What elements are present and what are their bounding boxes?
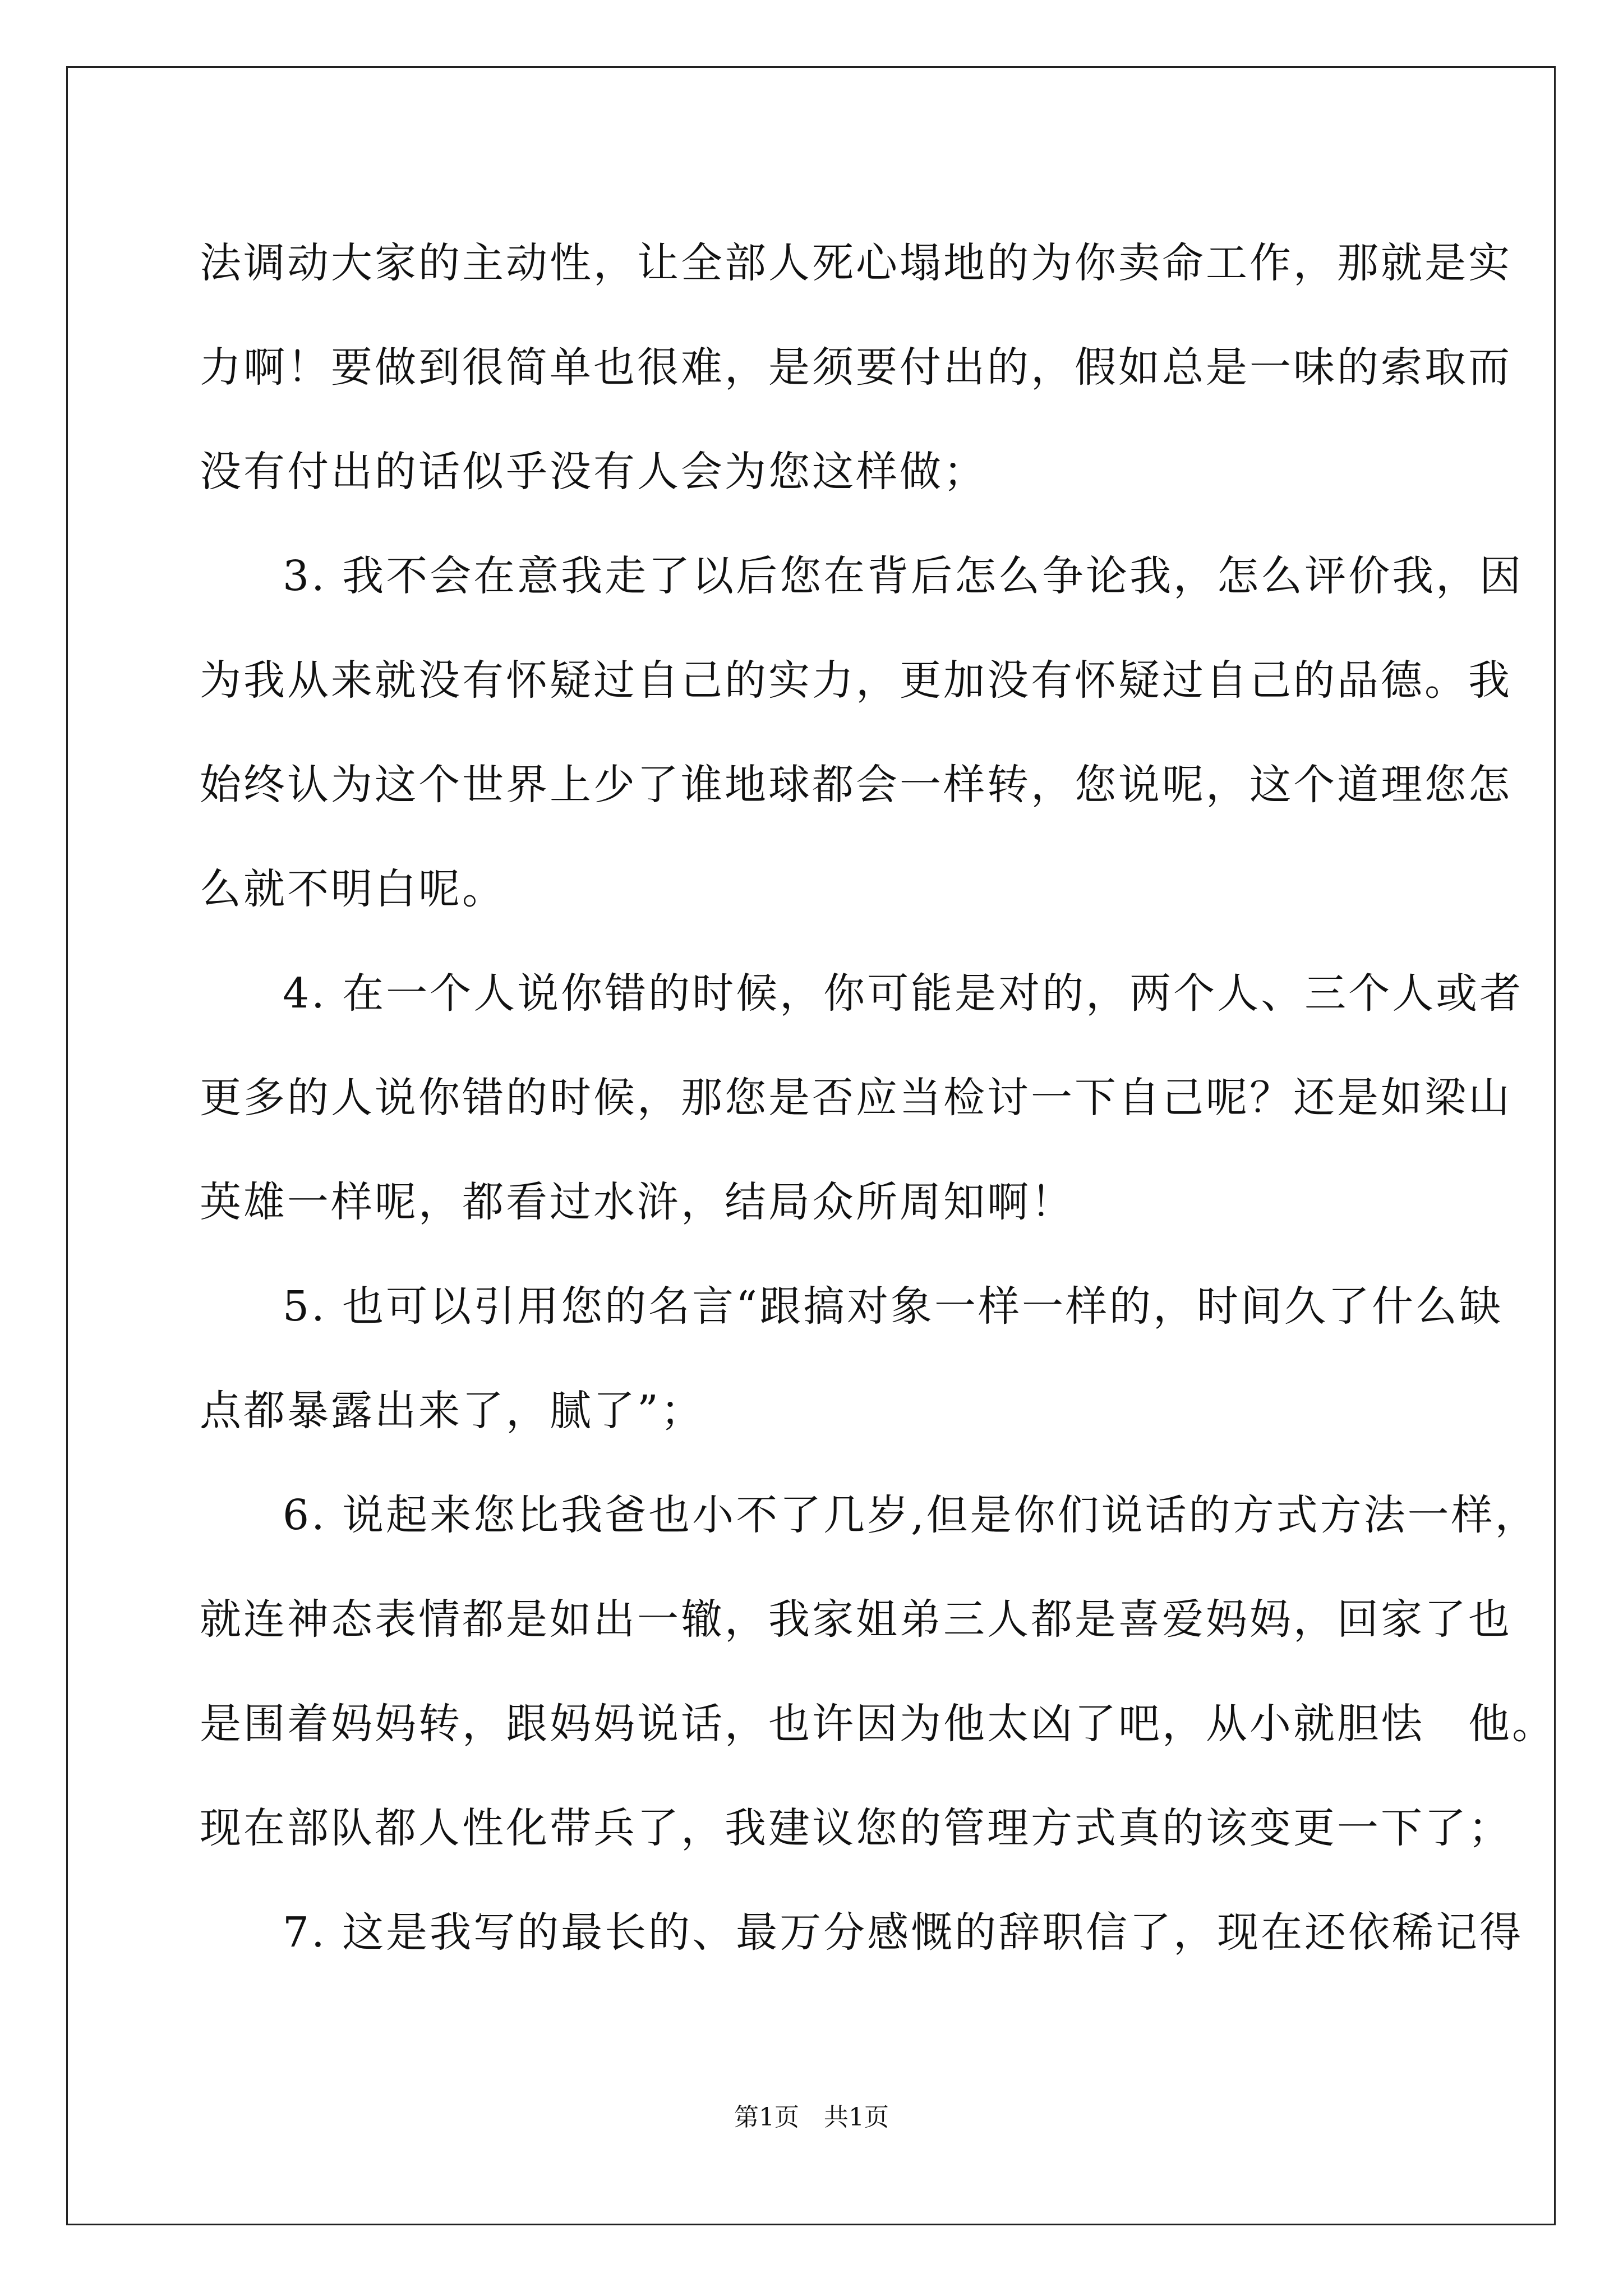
text-line-3: 没有付出的话似乎没有人会为您这样做； [200, 448, 987, 496]
text-line-15: 是围着妈妈转，跟妈妈说话，也许因为他太凶了吧，从小就胆怯 他。 [200, 1700, 1556, 1748]
text-line-1: 法调动大家的主动性，让全部人死心塌地的为你卖命工作，那就是实 [200, 239, 1512, 287]
page-number-footer: 第1页 共1页 [734, 2103, 889, 2132]
text-line-17: 7. 这是我写的最长的、最万分感慨的辞职信了，现在还依稀记得 [283, 1908, 1524, 1957]
text-line-10: 英雄一样呢，都看过水浒，结局众所周知啊！ [200, 1178, 1075, 1226]
text-line-4: 3. 我不会在意我走了以后您在背后怎么争论我，怎么评价我，因 [283, 552, 1524, 600]
document-body [200, 211, 1556, 1985]
text-line-2: 力啊！要做到很简单也很难，是须要付出的，假如总是一味的索取而 [200, 343, 1512, 392]
text-line-5: 为我从来就没有怀疑过自己的实力，更加没有怀疑过自己的品德。我 [200, 656, 1512, 705]
text-line-8: 4. 在一个人说你错的时候，你可能是对的，两个人、三个人或者 [283, 969, 1524, 1018]
text-line-7: 么就不明白呢。 [200, 865, 506, 913]
text-line-11: 5. 也可以引用您的名言“跟搞对象一样一样的，时间久了什么缺 [283, 1282, 1503, 1331]
text-line-9: 更多的人说你错的时候，那您是否应当检讨一下自己呢？还是如梁山 [200, 1074, 1512, 1122]
text-line-6: 始终认为这个世界上少了谁地球都会一样转，您说呢，这个道理您怎 [200, 761, 1512, 809]
text-line-13: 6. 说起来您比我爸也小不了几岁,但是你们说话的方式方法一样， [283, 1491, 1539, 1539]
text-line-16: 现在部队都人性化带兵了，我建议您的管理方式真的该变更一下了； [200, 1804, 1512, 1852]
text-line-12: 点都暴露出来了，腻了”； [200, 1387, 704, 1435]
text-line-14: 就连神态表情都是如出一辙，我家姐弟三人都是喜爱妈妈，回家了也 [200, 1595, 1512, 1644]
